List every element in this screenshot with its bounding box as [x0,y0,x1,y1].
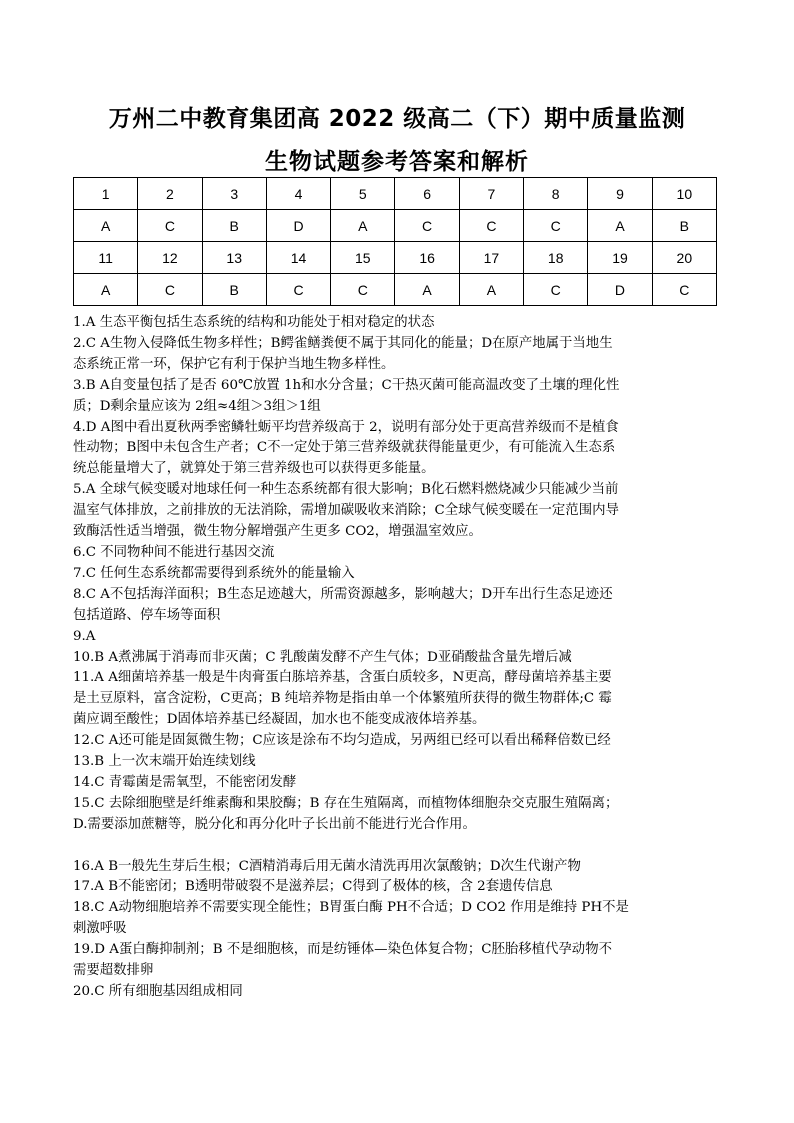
question-number-cell: 11 [74,242,138,274]
question-number-cell: 10 [652,178,716,210]
question-number-cell: 9 [588,178,652,210]
question-number-cell: 8 [524,178,588,210]
explanation-list [73,313,725,1003]
answer-cell: C [138,210,202,242]
question-number-cell: 20 [652,242,716,274]
answer-cell: D [266,210,330,242]
answer-cell: C [331,274,395,306]
explanation-line: 14.C 青霉菌是需氧型，不能密闭发酵 [73,774,297,790]
answer-cell: A [74,274,138,306]
explanation-line: 20.C 所有细胞基因组成相同 [73,983,243,999]
explanation-line: 19.D A蛋白酶抑制剂；B 不是细胞核，而是纺锤体—染色体复合物；C胚胎移植代孕动物不 [73,942,612,958]
explanation-line: 17.A B不能密闭；B透明带破裂不是滋养层；C得到了极体的核，含 2套遗传信息 [73,879,553,895]
explanation-line: 5.A 全球气候变暖对地球任何一种生态系统都有很大影响；B化石燃料燃烧减少只能减少当前 [73,482,619,498]
explanation-line: 是土豆原料，富含淀粉，C更高；B 纯培养物是指由单一个体繁殖所获得的微生物群体;C 霉 [73,691,612,707]
document-title: 万州二中教育集团高 2022 级高二（下）期中质量监测 [108,106,686,132]
explanation-line: 包括道路、停车场等面积 [73,607,221,623]
explanation-line: D.需要添加蔗糖等，脱分化和再分化叶子长出前不能进行光合作用。 [73,816,476,832]
answer-cell: A [459,274,523,306]
answer-cell: A [395,274,459,306]
explanation-line: 温室气体排放，之前排放的无法消除，需增加碳吸收来消除；C全球气候变暖在一定范围内导 [73,503,619,519]
answer-cell: C [395,210,459,242]
explanation-line: 10.B A煮沸属于消毒而非灭菌；C 乳酸菌发酵不产生气体；D亚硝酸盐含量先增后减 [73,649,572,665]
answer-table [73,177,717,306]
explanation-line: 2.C A生物入侵降低生物多样性；B鳄雀鳝粪便不属于其同化的能量；D在原产地属于当地生 [73,335,613,351]
answer-cell: B [652,210,716,242]
question-number-cell: 16 [395,242,459,274]
explanation-line: 8.C A不包括海洋面积；B生态足迹越大，所需资源越多，影响越大；D开车出行生态足迹还 [73,586,613,602]
explanation-line: 13.B 上一次末端开始连续划线 [73,754,256,770]
answer-cell: B [202,210,266,242]
question-number-cell: 7 [459,178,523,210]
answer-row [74,274,717,306]
explanation-line: 性动物；B图中未包含生产者；C不一定处于第三营养级就获得能量更少，有可能流入生态系 [73,440,616,456]
question-number-cell: 15 [331,242,395,274]
explanation-line: 18.C A动物细胞培养不需要实现全能性；B胃蛋白酶 PH不合适；D CO2 作用是维持 PH不是 [73,900,629,916]
document-subtitle: 生物试题参考答案和解析 [265,149,529,175]
answer-cell: A [331,210,395,242]
answer-row [74,210,717,242]
blank-line [73,836,725,857]
answer-cell: C [524,274,588,306]
question-number-cell: 12 [138,242,202,274]
explanation-line: 刺激呼吸 [73,921,127,937]
explanation-line: 致酶活性适当增强，微生物分解增强产生更多 CO2，增强温室效应。 [73,524,482,540]
explanation-line: 统总能量增大了，就算处于第三营养级也可以获得更多能量。 [73,461,435,477]
answer-cell: D [588,274,652,306]
explanation-line: 9.A [73,628,96,644]
explanation-line: 7.C 任何生态系统都需要得到系统外的能量输入 [73,565,355,581]
question-number-cell: 17 [459,242,523,274]
explanation-line: 16.A B一般先生芽后生根；C酒精消毒后用无菌水清洗再用次氯酸钠；D次生代谢产物 [73,858,581,874]
explanation-line: 质；D剩余量应该为 2组≈4组＞3组＞1组 [73,398,321,414]
question-number-row [74,178,717,210]
question-number-cell: 3 [202,178,266,210]
explanation-line: 6.C 不同物种间不能进行基因交流 [73,544,275,560]
question-number-cell: 19 [588,242,652,274]
answer-cell: C [138,274,202,306]
question-number-cell: 2 [138,178,202,210]
question-number-cell: 5 [331,178,395,210]
answer-cell: C [652,274,716,306]
question-number-cell: 1 [74,178,138,210]
explanation-line: 菌应调至酸性；D固体培养基已经凝固，加水也不能变成液体培养基。 [73,712,486,728]
explanation-line: 态系统正常一环，保护它有利于保护当地生物多样性。 [73,356,395,372]
explanation-line: 需要超数排卵 [73,963,154,979]
explanation-line: 4.D A图中看出夏秋两季密鳞牡蛎平均营养级高于 2，说明有部分处于更高营养级而不是植食 [73,419,619,435]
answer-cell: A [74,210,138,242]
answer-cell: A [588,210,652,242]
explanation-line: 1.A 生态平衡包括生态系统的结构和功能处于相对稳定的状态 [73,315,435,330]
question-number-cell: 18 [524,242,588,274]
answer-cell: B [202,274,266,306]
answer-cell: C [266,274,330,306]
question-number-cell: 6 [395,178,459,210]
question-number-cell: 4 [266,178,330,210]
explanation-line: 15.C 去除细胞壁是纤维素酶和果胶酶；B 存在生殖隔离，而植物体细胞杂交克服生殖隔离； [73,795,619,811]
answer-cell: C [459,210,523,242]
answer-cell: C [524,210,588,242]
question-number-cell: 13 [202,242,266,274]
explanation-line: 11.A A细菌培养基一般是牛肉膏蛋白胨培养基，含蛋白质较多，N更高，酵母菌培养基主要 [73,670,612,686]
explanation-line: 3.B A自变量包括了是否 60℃放置 1h和水分含量；C干热灭菌可能高温改变了土壤的理化性 [73,377,620,393]
question-number-cell: 14 [266,242,330,274]
question-number-row [74,242,717,274]
explanation-line: 12.C A还可能是固氮微生物；C应该是涂布不均匀造成，另两组已经可以看出稀释倍数已经 [73,733,611,749]
